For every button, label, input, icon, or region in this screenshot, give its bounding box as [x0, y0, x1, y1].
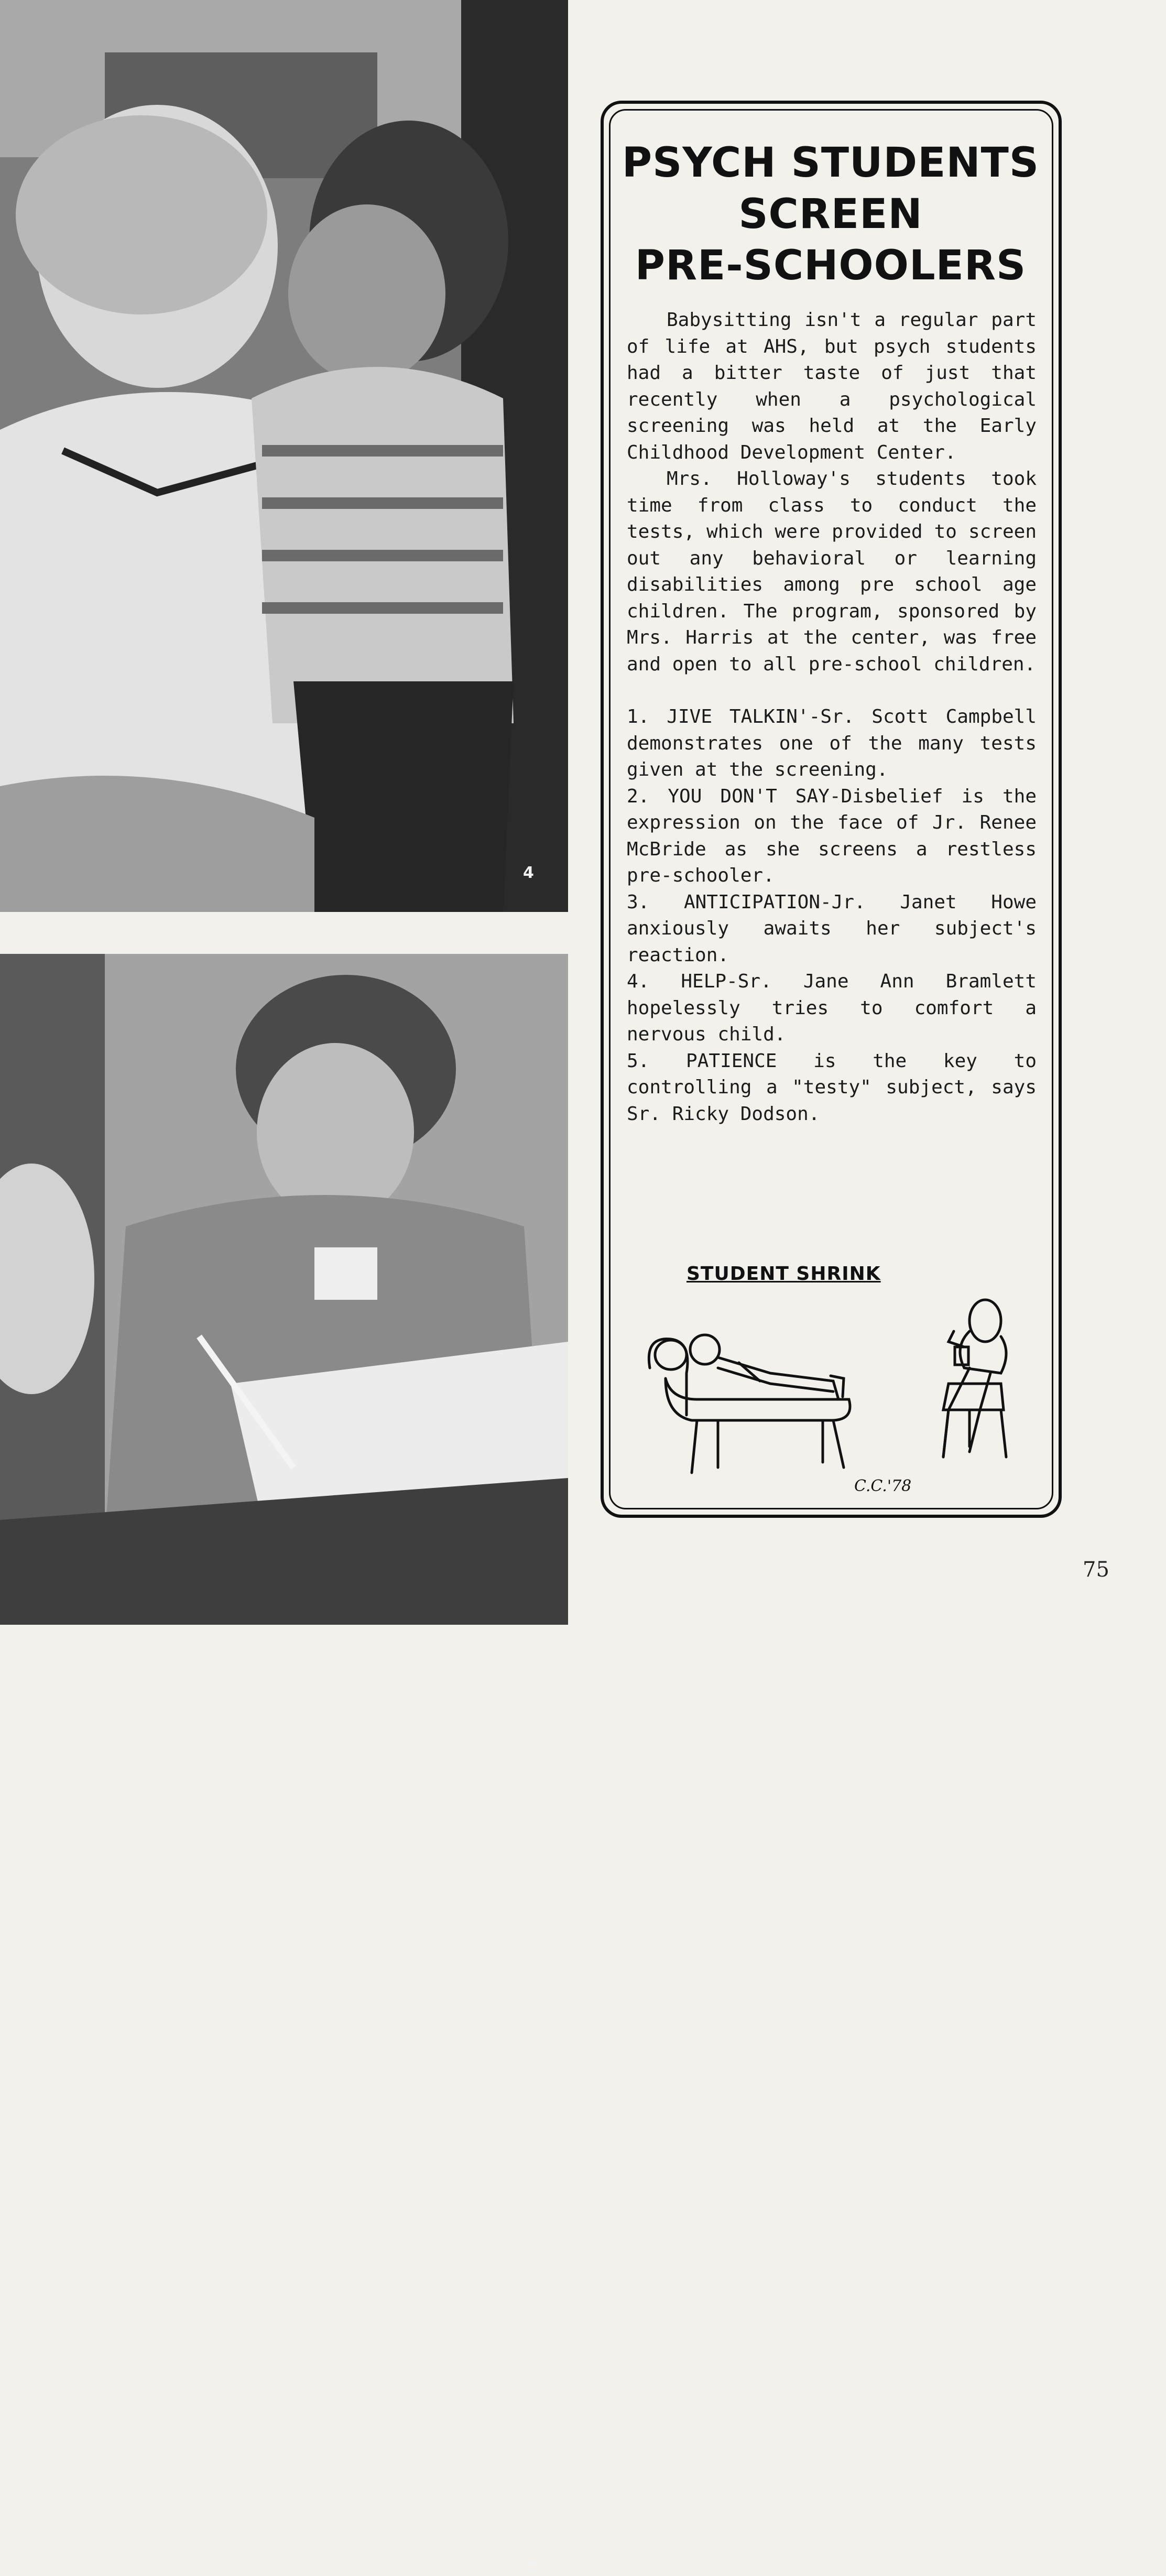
photo-captions: [627, 704, 1037, 1127]
headline-line-1: PSYCH STUDENTS: [622, 139, 1040, 187]
article-headline: [613, 137, 1048, 291]
caption-1: 1. JIVE TALKIN'-Sr. Scott Campbell demonstrates one of the many tests given at the screening.: [627, 706, 1037, 780]
headline-line-3: PRE-SCHOOLERS: [635, 242, 1027, 289]
cartoon-signature: C.C.'78: [854, 1477, 912, 1495]
article-paragraph-1: Babysitting isn't a regular part of life at AHS, but psych students had a bitter taste of just that recently when a psychological screening was held at the Early Childhood Development Center.: [627, 309, 1037, 463]
cartoon-title: STUDENT SHRINK: [686, 1263, 881, 1285]
article-body: [627, 307, 1037, 1127]
caption-5: 5. PATIENCE is the key to controlling a "testy" subject, says Sr. Ricky Dodson.: [627, 1050, 1037, 1125]
caption-3: 3. ANTICIPATION-Jr. Janet Howe anxiously awaits her subject's reaction.: [627, 891, 1037, 966]
page-number: 75: [1083, 1558, 1109, 1582]
caption-4: 4. HELP-Sr. Jane Ann Bramlett hopelessly tries to comfort a nervous child.: [627, 971, 1037, 1045]
article-paragraph-2: Mrs. Holloway's students took time from class to conduct the tests, which were provided to screen out any behavioral or learning disabilities among pre school age children. The program, sponsored by Mrs. Harris at the center, was free and open to all pre-school children.: [627, 468, 1037, 675]
photo-top-illustration: [0, 0, 568, 912]
photo-number-4: 4: [523, 864, 534, 882]
headline-line-2: SCREEN: [738, 191, 923, 238]
photo-number-5: 5: [528, 2558, 539, 2576]
photo-student-writing: [0, 954, 568, 2576]
photo-bottom-illustration: [0, 954, 568, 1625]
caption-2: 2. YOU DON'T SAY-Disbelief is the expression on the face of Jr. Renee McBride as she screens a restless pre-schooler.: [627, 785, 1037, 886]
cartoon-shrink-drawing: [634, 1289, 1032, 1478]
photo-student-holding-child: [0, 0, 568, 912]
